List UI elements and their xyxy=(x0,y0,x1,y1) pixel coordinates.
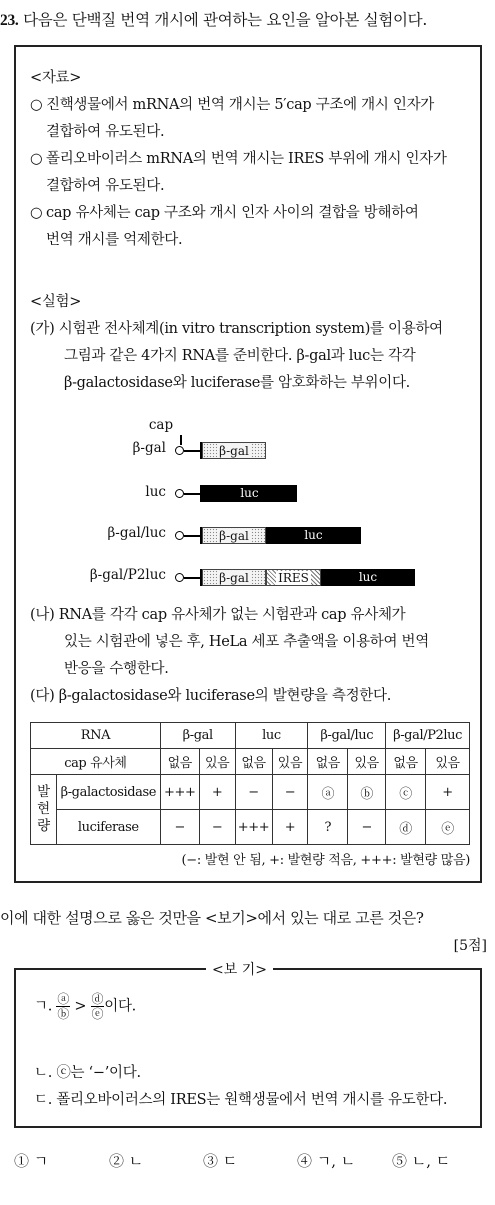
rna-line xyxy=(184,535,201,537)
segment-luc xyxy=(202,485,297,502)
table-cell: ⓓ xyxy=(386,810,426,845)
col-header: β-gal/luc xyxy=(308,723,386,749)
results-table xyxy=(30,722,470,845)
segment-ires xyxy=(266,569,321,586)
fraction-ab xyxy=(56,992,70,1021)
procedure-section xyxy=(30,602,466,710)
table-legend: (−: 발현 안 됨, +: 발현량 적음, +++: 발현량 많음) xyxy=(181,853,470,868)
segment-luc xyxy=(321,569,415,586)
item-label: ㄱ. xyxy=(34,998,53,1015)
bogi-item-d xyxy=(34,1088,447,1109)
question-number: 23. xyxy=(0,12,19,29)
question-prompt: 이에 대한 설명으로 옳은 것만을 <보기>에서 있는 대로 고른 것은? xyxy=(0,909,424,927)
material-line: 폴리오바이러스 mRNA의 번역 개시는 IRES 부위에 개시 인자가 xyxy=(46,151,447,167)
item-label: ㄷ. xyxy=(34,1092,53,1108)
segment-label: IRES xyxy=(278,571,309,585)
cap-circle-icon xyxy=(175,531,184,540)
side-char: 발 xyxy=(37,784,50,800)
segment-luc xyxy=(266,527,361,544)
cap-header: cap 유사체 xyxy=(31,749,161,775)
table-cell: − xyxy=(348,810,386,845)
choice-4[interactable]: ④ ㄱ, ㄴ xyxy=(297,1152,356,1170)
step-label: (나) xyxy=(30,607,55,623)
material-line: 결합하여 유도된다. xyxy=(46,124,165,140)
material-item-2 xyxy=(30,146,466,200)
table-cell: + xyxy=(272,810,308,845)
step-line: β-galactosidase와 luciferase를 암호화하는 부위이다. xyxy=(64,375,410,391)
choice-5[interactable]: ⑤ ㄴ, ㄷ xyxy=(392,1152,451,1170)
cap-cell: 없음 xyxy=(235,749,272,775)
fraction-num: ⓐ xyxy=(57,992,70,1006)
operator: > xyxy=(74,998,87,1015)
table-row xyxy=(31,775,470,810)
fraction-den: ⓑ xyxy=(57,1007,70,1021)
step-line: 그림과 같은 4가지 RNA를 준비한다. β-gal과 luc는 각각 xyxy=(64,348,416,364)
step-line: 시험관 전사체계(in vitro transcription system)를 이용하여 xyxy=(58,321,443,337)
side-char: 현 xyxy=(37,801,50,817)
table-row xyxy=(31,749,470,775)
question-title xyxy=(0,8,495,30)
cap-cell: 없음 xyxy=(308,749,348,775)
rna-header: RNA xyxy=(31,723,161,749)
table-cell: − xyxy=(272,775,308,810)
segment-label: β-gal xyxy=(219,444,249,458)
col-header: luc xyxy=(235,723,308,749)
table-cell: ? xyxy=(308,810,348,845)
side-char: 량 xyxy=(37,818,50,834)
materials-section xyxy=(30,65,466,254)
segment-label: β-gal xyxy=(219,571,249,585)
table-cell: − xyxy=(199,810,235,845)
step-na xyxy=(30,602,466,629)
materials-header: <자료> xyxy=(30,70,82,86)
experiment-header: <실험> xyxy=(30,294,82,310)
step-label: (가) xyxy=(30,321,55,337)
cap-cell: 있음 xyxy=(199,749,235,775)
table-cell: + xyxy=(426,775,470,810)
bogi-title: <보 기> xyxy=(206,959,273,979)
bullet-icon: ○ xyxy=(30,205,43,221)
rna-line xyxy=(184,577,201,579)
table-cell: ⓑ xyxy=(348,775,386,810)
table-row xyxy=(31,810,470,845)
experiment-box xyxy=(14,45,482,883)
step-line: 있는 시험관에 넣은 후, HeLa 세포 추출액을 이용하여 번역 xyxy=(64,634,429,650)
side-label xyxy=(31,775,57,845)
step-line: β-galactosidase와 luciferase의 발현량을 측정한다. xyxy=(58,688,392,704)
cap-cell: 없음 xyxy=(386,749,426,775)
step-line: 반응을 수행한다. xyxy=(64,661,169,677)
item-text: 폴리오바이러스의 IRES는 원핵생물에서 번역 개시를 유도한다. xyxy=(56,1092,448,1108)
cap-label: cap xyxy=(148,417,174,433)
cap-pointer xyxy=(180,435,182,445)
bullet-icon: ○ xyxy=(30,151,43,167)
fraction-num: ⓓ xyxy=(91,992,104,1006)
bogi-item-g xyxy=(34,992,136,1021)
cap-circle-icon xyxy=(175,446,184,455)
rna-label-luc: luc xyxy=(145,484,166,500)
step-line: RNA를 각각 cap 유사체가 없는 시험관과 cap 유사체가 xyxy=(58,607,406,623)
table-cell: − xyxy=(235,775,272,810)
table-cell: + xyxy=(199,775,235,810)
bullet-icon: ○ xyxy=(30,97,43,113)
segment-label: β-gal xyxy=(219,529,249,543)
col-header: β-gal/P2luc xyxy=(386,723,470,749)
fraction-den: ⓔ xyxy=(91,1007,104,1021)
bogi-box xyxy=(14,962,482,1128)
rna-line xyxy=(184,493,201,495)
step-label: (다) xyxy=(30,688,55,704)
step-ga xyxy=(30,316,466,343)
question-text: 다음은 단백질 번역 개시에 관여하는 요인을 알아본 실험이다. xyxy=(23,11,427,29)
item-label: ㄴ. xyxy=(34,1065,53,1081)
table-cell: ⓒ xyxy=(386,775,426,810)
choice-2[interactable]: ② ㄴ xyxy=(109,1152,144,1170)
segment-label: luc xyxy=(304,528,323,542)
experiment-section xyxy=(30,289,466,397)
rna-label-bgal-p2luc: β-gal/P2luc xyxy=(89,567,166,583)
rna-label-bgal: β-gal xyxy=(132,440,166,456)
segment-bgal xyxy=(202,442,266,459)
segment-label: luc xyxy=(358,570,378,584)
material-item-3 xyxy=(30,200,466,254)
row-header: β-galactosidase xyxy=(56,775,160,810)
cap-cell: 없음 xyxy=(160,749,199,775)
choice-3[interactable]: ③ ㄷ xyxy=(203,1152,238,1170)
cap-circle-icon xyxy=(175,573,184,582)
cap-circle-icon xyxy=(175,489,184,498)
choice-1[interactable]: ① ㄱ xyxy=(14,1152,49,1170)
table-cell: +++ xyxy=(160,775,199,810)
fraction-de xyxy=(91,992,105,1021)
rna-line xyxy=(184,450,201,452)
material-line: 번역 개시를 억제한다. xyxy=(46,232,183,248)
rna-label-bgal-luc: β-gal/luc xyxy=(107,525,166,541)
segment-bgal xyxy=(202,527,266,544)
row-header: luciferase xyxy=(56,810,160,845)
table-row xyxy=(31,723,470,749)
cap-cell: 있음 xyxy=(272,749,308,775)
segment-bgal xyxy=(202,569,266,586)
material-item-1 xyxy=(30,92,466,146)
segment-label: luc xyxy=(240,486,259,500)
item-suffix: 이다. xyxy=(104,998,136,1015)
table-cell: ⓔ xyxy=(426,810,470,845)
item-text: ⓒ는 ‘−’이다. xyxy=(56,1065,141,1081)
bogi-item-n xyxy=(34,1061,141,1082)
material-line: cap 유사체는 cap 구조와 개시 인자 사이의 결합을 방해하여 xyxy=(46,205,419,221)
material-line: 진핵생물에서 mRNA의 번역 개시는 5′cap 구조에 개시 인자가 xyxy=(46,97,434,113)
cap-cell: 있음 xyxy=(426,749,470,775)
material-line: 결합하여 유도된다. xyxy=(46,178,165,194)
table-cell: ⓐ xyxy=(308,775,348,810)
step-da xyxy=(30,683,466,710)
cap-cell: 있음 xyxy=(348,749,386,775)
table-cell: +++ xyxy=(235,810,272,845)
table-cell: − xyxy=(160,810,199,845)
points-label: [5점] xyxy=(453,938,487,954)
col-header: β-gal xyxy=(160,723,235,749)
